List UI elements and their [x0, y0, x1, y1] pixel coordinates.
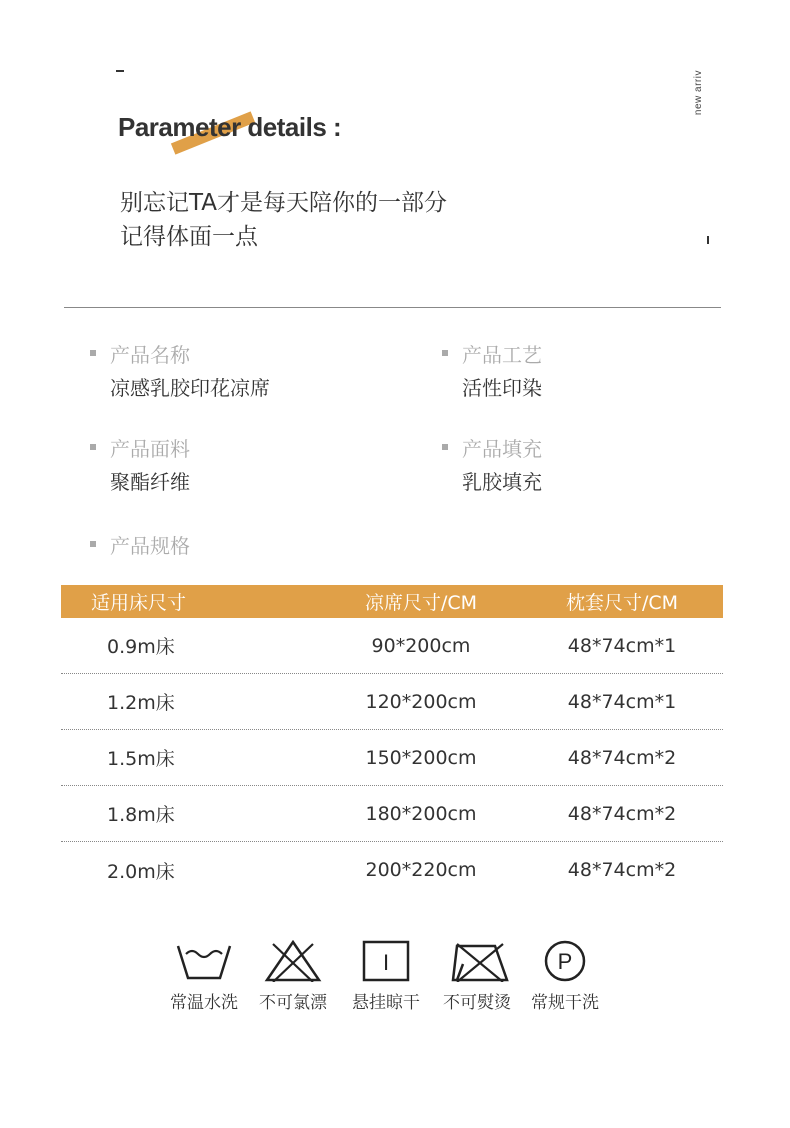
cell-mat-size: 200*220cm — [365, 859, 477, 881]
cell-mat-size: 90*200cm — [371, 634, 471, 657]
dry-clean-symbol: P — [557, 949, 573, 974]
cell-bed-size: 1.5m床 — [107, 748, 175, 770]
cell-pillowcase-size: 48*74cm*1 — [567, 690, 677, 713]
param-value: 乳胶填充 — [462, 470, 542, 494]
param-value: 活性印染 — [462, 376, 542, 400]
header-bed-size: 适用床尺寸 — [91, 592, 187, 614]
corner-tag: new arriv — [693, 70, 704, 116]
table-row — [61, 842, 723, 898]
param-label: 产品规格 — [110, 533, 190, 558]
param-spec — [90, 531, 190, 557]
decorative-dash — [116, 70, 124, 72]
header-pillowcase-size: 枕套尺寸/CM — [565, 592, 679, 614]
param-label: 产品工艺 — [462, 342, 542, 367]
param-label: 产品名称 — [110, 342, 190, 367]
wash-tub-icon — [174, 940, 234, 982]
bullet-icon — [90, 444, 96, 450]
care-hang-dry — [352, 940, 420, 1013]
care-no-bleach — [259, 940, 327, 1013]
param-process — [442, 340, 542, 401]
cell-pillowcase-size: 48*74cm*1 — [567, 634, 677, 657]
size-table — [61, 585, 723, 898]
cell-pillowcase-size: 48*74cm*2 — [567, 746, 677, 769]
care-label: 悬挂晾干 — [352, 993, 420, 1013]
param-filling — [442, 434, 542, 495]
param-value: 凉感乳胶印花凉席 — [110, 376, 270, 400]
care-label: 不可熨烫 — [443, 993, 511, 1013]
dry-clean-icon — [527, 940, 603, 982]
cell-bed-size: 1.8m床 — [107, 804, 175, 826]
hang-dry-symbol: I — [382, 950, 390, 975]
bullet-icon — [90, 350, 96, 356]
param-value: 聚酯纤维 — [110, 470, 190, 494]
care-no-iron — [437, 940, 517, 1013]
cell-mat-size: 120*200cm — [365, 690, 477, 713]
care-dry-clean — [527, 940, 603, 1013]
decorative-tick — [707, 236, 709, 244]
cell-pillowcase-size: 48*74cm*2 — [567, 859, 677, 881]
no-iron-icon — [437, 940, 517, 982]
care-label: 常温水洗 — [170, 993, 238, 1013]
table-row — [61, 618, 723, 674]
slogan-line-2: 记得体面一点 — [120, 224, 258, 250]
header-mat-size: 凉席尺寸/CM — [364, 592, 478, 614]
param-label: 产品面料 — [110, 436, 190, 461]
section-title — [118, 110, 378, 160]
table-row — [61, 730, 723, 786]
no-bleach-icon — [263, 940, 323, 982]
cell-mat-size: 150*200cm — [365, 746, 477, 769]
hang-dry-icon — [356, 940, 416, 982]
cell-bed-size: 1.2m床 — [107, 692, 175, 714]
table-row — [61, 674, 723, 730]
divider — [64, 307, 721, 308]
bullet-icon — [90, 541, 96, 547]
cell-bed-size: 0.9m床 — [107, 636, 175, 658]
care-wash — [170, 940, 238, 1013]
care-label: 常规干洗 — [531, 993, 599, 1013]
param-label: 产品填充 — [462, 436, 542, 461]
table-header — [61, 585, 723, 618]
cell-mat-size: 180*200cm — [365, 802, 477, 825]
bullet-icon — [442, 444, 448, 450]
param-fabric — [90, 434, 190, 495]
care-label: 不可氯漂 — [259, 993, 327, 1013]
page-title: Parameter details : — [118, 112, 342, 142]
cell-pillowcase-size: 48*74cm*2 — [567, 802, 677, 825]
cell-bed-size: 2.0m床 — [107, 860, 175, 883]
param-product-name — [90, 340, 270, 401]
bullet-icon — [442, 350, 448, 356]
table-row — [61, 786, 723, 842]
slogan-line-1: 别忘记TA才是每天陪你的一部分 — [120, 190, 447, 216]
